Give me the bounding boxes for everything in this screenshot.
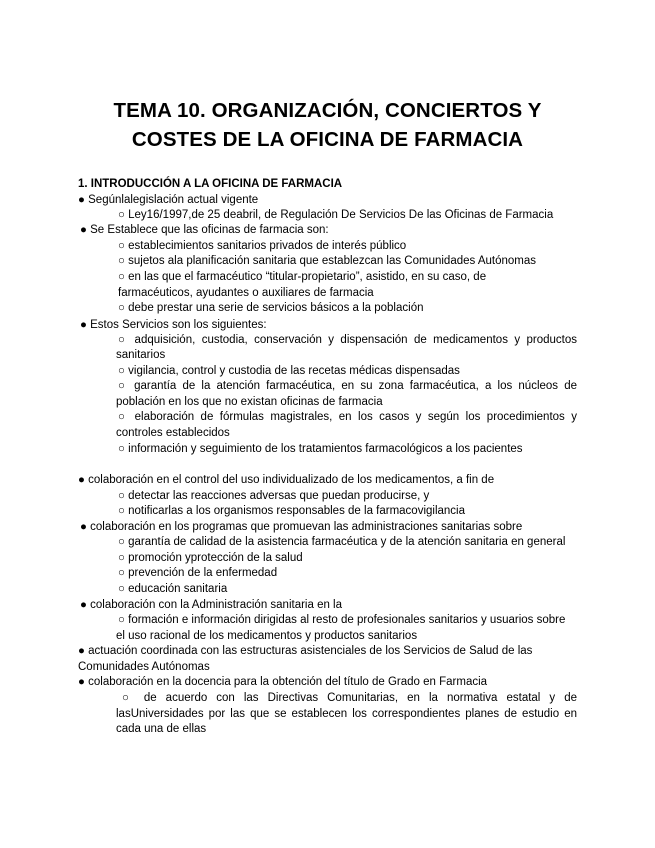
bullet-line: ● Estos Servicios son los siguientes: bbox=[80, 319, 267, 331]
sub-bullet-line: ○ en las que el farmacéutico “titular-propietario”, asistido, en su caso, de bbox=[118, 271, 487, 283]
sub-bullet-line: ○ notificarlas a los organismos responsables de la farmacovigilancia bbox=[118, 505, 466, 517]
sub-bullet-line: ○ garantía de la atención farmacéutica, en su zona farmacéutica, a los núcleos de bbox=[118, 380, 577, 392]
sub-bullet-line: ○ adquisición, custodia, conservación y dispensación de medicamentos y productos bbox=[118, 334, 577, 346]
bullet-line: ● colaboración en el control del uso individualizado de los medicamentos, a fin de bbox=[78, 474, 495, 486]
continuation-line: controles establecidos bbox=[116, 427, 230, 439]
section-heading: 1. INTRODUCCIÓN A LA OFICINA DE FARMACIA bbox=[78, 178, 343, 190]
sub-bullet-line: ○ detectar las reacciones adversas que puedan producirse, y bbox=[118, 490, 430, 502]
bullet-line: ● Segúnlalegislación actual vigente bbox=[78, 194, 259, 206]
sub-bullet-line: ○ educación sanitaria bbox=[118, 583, 228, 595]
sub-bullet-line: ○ garantía de calidad de la asistencia farmacéutica y de la atención sanitaria en general bbox=[118, 536, 566, 548]
continuation-line: farmacéuticos, ayudantes o auxiliares de farmacia bbox=[118, 287, 374, 299]
sub-bullet-line: ○ sujetos ala planificación sanitaria que establezcan las Comunidades Autónomas bbox=[118, 255, 537, 267]
bullet-line: ● colaboración en la docencia para la obtención del título de Grado en Farmacia bbox=[78, 676, 488, 688]
sub-bullet-line: ○ información y seguimiento de los tratamientos farmacológicos a los pacientes bbox=[118, 443, 523, 455]
continuation-line: población en los que no existan oficinas de farmacia bbox=[116, 396, 383, 408]
sub-bullet-line: ○ promoción yprotección de la salud bbox=[118, 552, 303, 564]
sub-bullet-line: ○ de acuerdo con las Directivas Comunitarias, en la normativa estatal y de bbox=[122, 692, 577, 704]
sub-bullet-line: ○ vigilancia, control y custodia de las recetas médicas dispensadas bbox=[118, 365, 460, 377]
bullet-line: ● colaboración en los programas que promuevan las administraciones sanitarias sobre bbox=[80, 521, 523, 533]
continuation-line: cada una de ellas bbox=[116, 723, 207, 735]
continuation-line: lasUniversidades por las que se establecen los correspondientes planes de estudio en bbox=[116, 708, 577, 720]
sub-bullet-line: ○ debe prestar una serie de servicios básicos a la población bbox=[118, 302, 424, 314]
bullet-line: ● actuación coordinada con las estructuras asistenciales de los Servicios de Salud de las bbox=[78, 645, 533, 657]
continuation-line: Comunidades Autónomas bbox=[78, 661, 210, 673]
bullet-line: ● Se Establece que las oficinas de farmacia son: bbox=[80, 224, 329, 236]
sub-bullet-line: ○ prevención de la enfermedad bbox=[118, 567, 278, 579]
sub-bullet-line: ○ Ley16/1997,de 25 deabril, de Regulación De Servicios De las Oficinas de Farmacia bbox=[118, 209, 554, 221]
continuation-line: el uso racional de los medicamentos y productos sanitarios bbox=[116, 630, 418, 642]
title-line-1: TEMA 10. ORGANIZACIÓN, CONCIERTOS Y bbox=[113, 99, 542, 122]
continuation-line: sanitarios bbox=[116, 349, 166, 361]
sub-bullet-line: ○ formación e información dirigidas al resto de profesionales sanitarios y usuarios sobre bbox=[118, 614, 566, 626]
sub-bullet-line: ○ establecimientos sanitarios privados de interés público bbox=[118, 240, 407, 252]
sub-bullet-line: ○ elaboración de fórmulas magistrales, en los casos y según los procedimientos y bbox=[118, 411, 577, 423]
bullet-line: ● colaboración con la Administración sanitaria en la bbox=[80, 599, 343, 611]
title-line-2: COSTES DE LA OFICINA DE FARMACIA bbox=[131, 128, 524, 151]
document-title bbox=[60, 96, 595, 154]
